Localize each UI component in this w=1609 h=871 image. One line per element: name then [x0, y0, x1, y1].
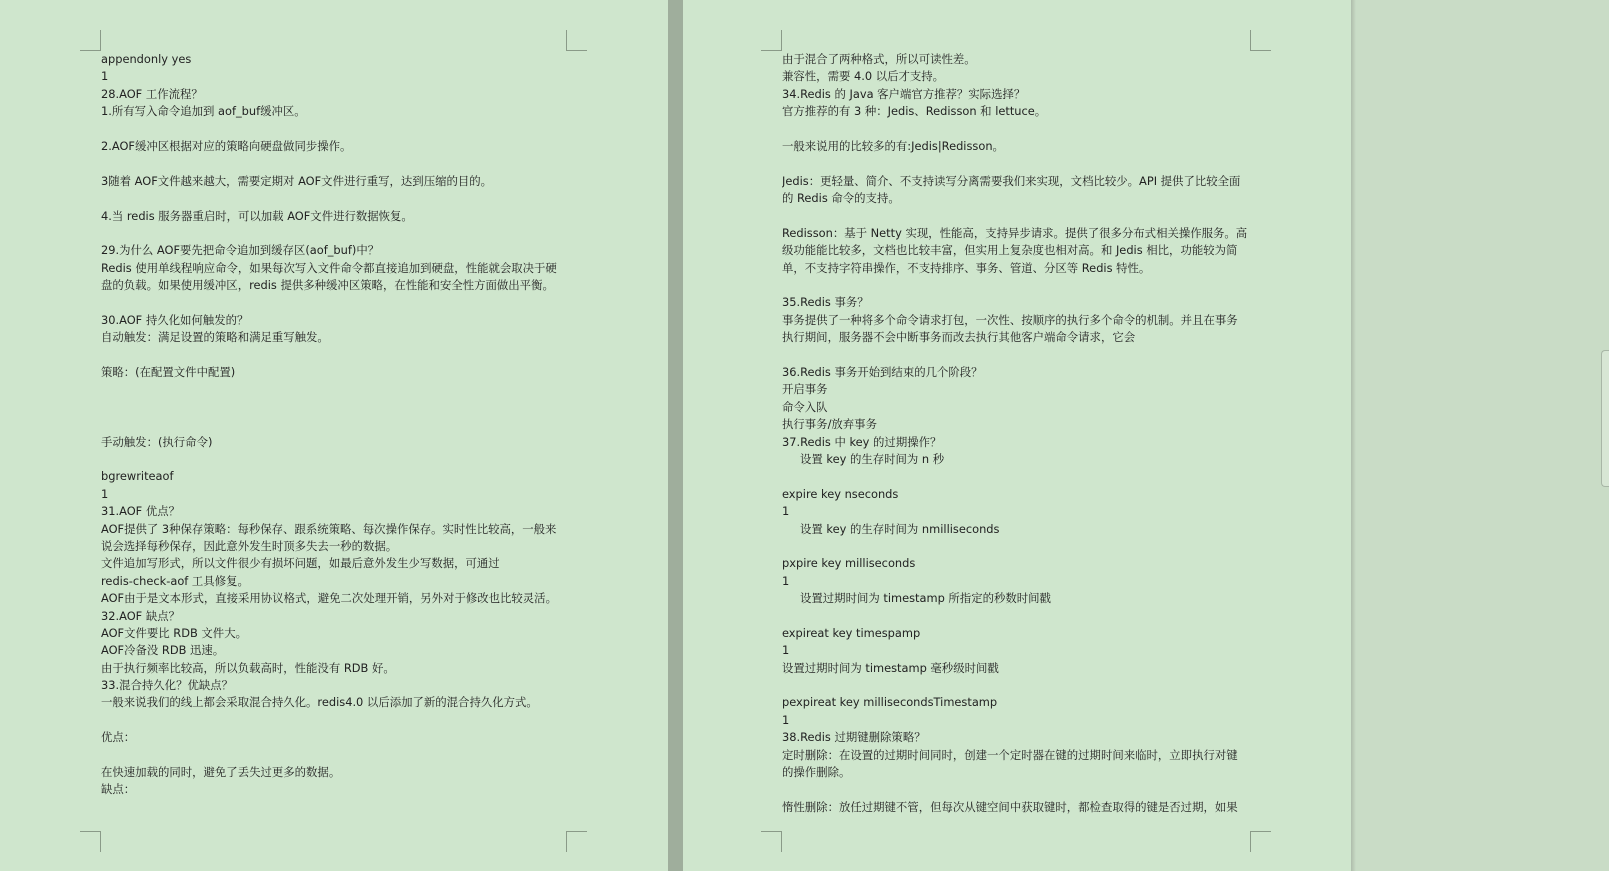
margin-corner-top-right: [566, 30, 587, 51]
text-line: redis-check-aof 工具修复。: [101, 573, 249, 588]
text-line: 的 Redis 命令的支持。: [782, 191, 900, 206]
text-line: 事务提供了一种将多个命令请求打包，一次性、按顺序的执行多个命令的机制。并且在事务: [782, 312, 1238, 327]
text-line: [101, 155, 571, 172]
text-line: pexpireat key millisecondsTimestamp: [782, 695, 998, 710]
text-line: 在快速加载的同时，避免了丢失过更多的数据。: [101, 765, 341, 780]
text-line: 盘的负载。如果使用缓冲区，redis 提供多种缓冲区策略，在性能和安全性方面做出平衡。: [101, 278, 554, 293]
text-line: 3随着 AOF文件越来越大，需要定期对 AOF文件进行重写，达到压缩的目的。: [101, 173, 493, 188]
text-line: pxpire key milliseconds: [782, 556, 916, 571]
text-line: [782, 347, 1252, 364]
text-line: 缺点：: [101, 782, 136, 797]
text-line: bgrewriteaof: [101, 469, 174, 484]
text-line: 30.AOF 持久化如何触发的？: [101, 312, 249, 327]
text-line: 1: [101, 486, 109, 501]
text-line: 级功能能比较多，文档也比较丰富，但实用上复杂度也相对高。和 Jedis 相比，功能较为简: [782, 243, 1238, 258]
text-line: expire key nseconds: [782, 486, 899, 501]
text-line: [101, 347, 571, 364]
text-line: 2.AOF缓冲区根据对应的策略向硬盘做同步操作。: [101, 138, 352, 153]
document-page-right: [683, 0, 1351, 871]
text-line: [101, 399, 571, 416]
text-line: [782, 121, 1252, 138]
text-line: [101, 381, 571, 398]
text-line: expireat key timespamp: [782, 625, 921, 640]
text-line: 1: [782, 712, 790, 727]
margin-corner-bottom-left: [80, 831, 101, 852]
text-line: 36.Redis 事务开始到结束的几个阶段？: [782, 365, 983, 380]
text-line: [782, 208, 1252, 225]
text-line: 优点：: [101, 730, 136, 745]
text-line: 1: [101, 69, 109, 84]
text-line: 38.Redis 过期键删除策略？: [782, 730, 926, 745]
margin-corner-top-left: [80, 30, 101, 51]
text-line: 由于执行频率比较高，所以负载高时，性能没有 RDB 好。: [101, 660, 395, 675]
text-line: [101, 190, 571, 207]
text-line: 设置过期时间为 timestamp 所指定的秒数时间戳: [800, 591, 1051, 606]
text-line: Jedis：更轻量、简介、不支持读写分离需要我们来实现，文档比较少。API 提供了比较全面: [782, 173, 1241, 188]
text-line: 执行期间，服务器不会中断事务而改去执行其他客户端命令请求，它会: [782, 330, 1136, 345]
text-line: 设置 key 的生存时间为 nmilliseconds: [800, 521, 1000, 536]
text-line: 31.AOF 优点？: [101, 504, 181, 519]
text-line: 35.Redis 事务？: [782, 295, 869, 310]
text-line: 33.混合持久化？优缺点？: [101, 678, 234, 693]
page-gap-divider: [668, 0, 683, 871]
text-line: 28.AOF 工作流程？: [101, 86, 203, 101]
text-line: 34.Redis 的 Java 客户端官方推荐？实际选择？: [782, 86, 1026, 101]
text-line: 开启事务: [782, 382, 828, 397]
text-line: 32.AOF 缺点？: [101, 608, 181, 623]
text-line: 的操作删除。: [782, 765, 851, 780]
text-line: 命令入队: [782, 399, 828, 414]
text-line: [782, 468, 1252, 485]
text-line: 策略：(在配置文件中配置): [101, 365, 236, 380]
text-line: 1.所有写入命令追加到 aof_buf缓冲区。: [101, 104, 306, 119]
text-line: [101, 121, 571, 138]
text-line: 执行事务/放弃事务: [782, 417, 877, 432]
text-line: [782, 608, 1252, 625]
text-line: 由于混合了两种格式，所以可读性差。: [782, 52, 976, 66]
text-line: AOF文件要比 RDB 文件大。: [101, 625, 247, 640]
margin-corner-bottom-right: [1250, 831, 1271, 852]
text-line: 一般来说用的比较多的有:Jedis|Redisson。: [782, 138, 1004, 153]
text-line: [782, 538, 1252, 555]
text-line: 官方推荐的有 3 种：Jedis、Redisson 和 lettuce。: [782, 104, 1047, 119]
text-line: 4.当 redis 服务器重启时，可以加载 AOF文件进行数据恢复。: [101, 208, 413, 223]
text-line: 文件追加写形式，所以文件很少有损坏问题，如最后意外发生少写数据，可通过: [101, 556, 500, 571]
margin-corner-top-left: [761, 30, 782, 51]
margin-corner-bottom-left: [761, 831, 782, 852]
side-panel-tab[interactable]: [1601, 350, 1609, 487]
text-line: 单，不支持字符串操作，不支持排序、事务、管道、分区等 Redis 特性。: [782, 260, 1151, 275]
text-line: [101, 747, 571, 764]
text-line: 手动触发：(执行命令): [101, 434, 213, 449]
text-line: appendonly yes: [101, 52, 192, 66]
page-text-body: [101, 51, 571, 799]
text-line: [101, 294, 571, 311]
text-line: 29.为什么 AOF要先把命令追加到缓存区(aof_buf)中？: [101, 243, 380, 258]
text-line: 一般来说我们的线上都会采取混合持久化。redis4.0 以后添加了新的混合持久化方式。: [101, 695, 538, 710]
page-shadow: [1351, 0, 1356, 871]
text-line: [101, 712, 571, 729]
margin-corner-top-right: [1250, 30, 1271, 51]
text-line: Redis 使用单线程响应命令，如果每次写入文件命令都直接追加到硬盘，性能就会取决于硬: [101, 260, 557, 275]
page-text-body: [782, 51, 1252, 816]
text-line: 1: [782, 643, 790, 658]
text-line: 37.Redis 中 key 的过期操作？: [782, 434, 942, 449]
text-line: [782, 155, 1252, 172]
text-line: [101, 451, 571, 468]
text-line: [101, 225, 571, 242]
text-line: AOF冷备没 RDB 迅速。: [101, 643, 225, 658]
text-line: 设置过期时间为 timestamp 毫秒级时间戳: [782, 660, 999, 675]
text-line: [782, 677, 1252, 694]
text-line: [101, 416, 571, 433]
text-line: 1: [782, 573, 790, 588]
text-line: AOF由于是文本形式，直接采用协议格式，避免二次处理开销，另外对于修改也比较灵活。: [101, 591, 557, 606]
text-line: AOF提供了 3种保存策略：每秒保存、跟系统策略、每次操作保存。实时性比较高，一般来: [101, 521, 557, 536]
text-line: 惰性删除：放任过期键不管，但每次从键空间中获取键时，都检查取得的键是否过期，如果: [782, 799, 1238, 814]
margin-corner-bottom-right: [566, 831, 587, 852]
text-line: 定时删除：在设置的过期时间同时，创建一个定时器在键的过期时间来临时，立即执行对键: [782, 747, 1238, 762]
text-line: 兼容性，需要 4.0 以后才支持。: [782, 69, 945, 84]
text-line: 说会选择每秒保存，因此意外发生时顶多失去一秒的数据。: [101, 538, 398, 553]
text-line: [782, 277, 1252, 294]
text-line: 自动触发：满足设置的策略和满足重写触发。: [101, 330, 329, 345]
text-line: 设置 key 的生存时间为 n 秒: [800, 451, 945, 466]
document-page-left: [0, 0, 668, 871]
text-line: 1: [782, 504, 790, 519]
text-line: Redisson：基于 Netty 实现，性能高，支持异步请求。提供了很多分布式相关操作服务。高: [782, 225, 1248, 240]
text-line: [782, 781, 1252, 798]
